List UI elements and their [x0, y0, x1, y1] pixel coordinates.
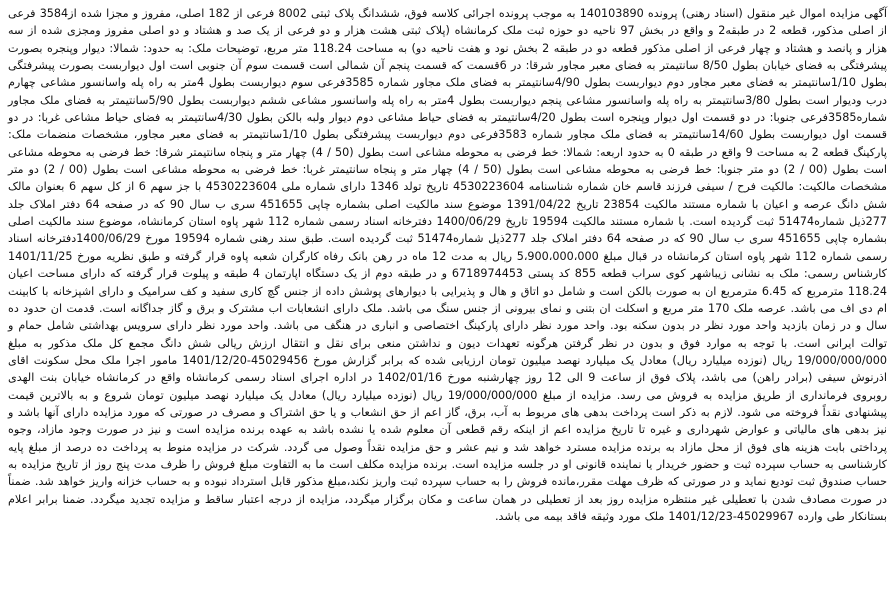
auction-notice-text: آگهی مزایده اموال غیر منقول (اسناد رهنی) پرونده 140103890 به موجب پرونده اجرائی کلاسه فوق، ششدانگ پلاک ثبتی 8002 فرعی از 182 اصلی، مفروز و مجزا شده از3584 فرعی از اصلی مذکور، قطعه 2 در طبقه2 و واقع در بخش 97 ناحیه دو حوزه ثبت ملک کرمانشاه (پلاک ثبتی هشت هزار و دو فرعی از یک صد و هشتاد و دو اصلی مفروز ومجزی شده از سه هزار و پانصد و هشتاد و چهار فرعی از اصلی مذکور قطعه دو در طبقه 2 بخش نود و هفت ناحیه دو) به مساحت 118.24 متر مربع، توضیحات ملک: به حدود: شمالا: دیوار وپنجره بصورت پیشرفتگی به فضای خیابان بطول 8/50 سانتیمتر به فضای معبر مجاور شرقا: در 6قسمت که قسمت پنجم آن شمالی است قسمت سوم آن جنوبی است اول دیواربست بصورت پیشرفتگی بطول 1/10سانتیمتر به فضای معبر مجاور دوم دیواربست بطول 4/90سانتیمتر به فضای ملک مجاور شماره 3585فرعی سوم دیواربست بطول 4متر به راه پله واسانسور مشاعی چهارم درب ودیوار است بطول 3/80سانتیمتر به راه پله واسانسور مشاعی پنجم دیواربست بطول 4متر به راه پله واسانسور مشاعی ششم دیواربست بطول 5/90سانتیمتر به فضای ملک مجاور شماره3585فرعی جنوبا: در دو قسمت اول دیوار وپنجره است بطول 4/20سانتیمتر به فضای حیاط مشاعی دوم دیوار ولبه بالکن بطول 4/30سانتیمتر به فضای حیاط مشاعی غربا: در دو قسمت اول دیواربست بطول 14/60سانتیمتر به فضای ملک مجاور شماره 3583فرعی دوم دیواربست پیشرفتگی بطول 1/10سانتیمتر به فضای معبر مجاور، مشخصات منضمات ملک: پارکینگ قطعه 2 به مساحت 9 واقع در طبقه 0 به حدود اربعه: شمالا: خط فرضی به محوطه مشاعی است بطول (50 / 4) چهار متر و پنجاه سانتیمتر شرقا: خط فرضی به محوطه مشاعی است بطول (00 / 2) دو متر جنوبا: خط فرضی به محوطه مشاعی است بطول (50 / 4) چهار متر و پنجاه سانتیمتر غربا: خط فرضی به محوطه مشاعی است بطول (00 / 2) دو متر مشخصات مالکیت: مالکیت فرح / سیفی فرزند قاسم خان شماره شناسنامه 4530223604 تاریخ تولد 1346 دارای شماره ملی 4530223604 با جز سهم 6 از کل سهم 6 بعنوان مالک شش دانگ عرصه و اعیان با شماره مستند مالکیت 23854 تاریخ 1391/04/22 موضوع سند مالکیت اصلی بشماره چاپی 451655 سری ب سال 90 که در صفحه 64 دفتر املاک جلد 277ذیل شماره51474 ثبت گردیده است. با شماره مستند مالکیت 19594 تاریخ 1400/06/29 دفترخانه اسناد رسمی شماره 112 شهر پاوه استان کرمانشاه، موضوع سند مالکیت اصلی بشماره چاپی 451655 سری ب سال 90 که در صفحه 64 دفتر املاک جلد 277ذیل شماره51474 ثبت گردیده است. طبق سند رهنی شماره 19594 مورخ 1400/06/29دفترخانه اسناد رسمی شماره 112 شهر پاوه استان کرمانشاه در قبال مبلغ 5،900،000،000 ریال به مدت 12 ماه در رهن بانک رفاه کارگران شعبه پاوه قرار گرفته و طبق نظریه مورخ 1401/11/25 کارشناس رسمی: ملک به نشانی زیباشهر کوی سراب قطعه 855 کد پستی 6718974453 و در طبقه دوم از یک دستگاه اپارتمان 4 طبقه و پیلوت قرار گرفته که دارای مساحت اعیان 118.24 مترمربع که 6.45 مترمربع ان به صورت بالکن است و شامل دو اتاق و هال و پذیرایی با دیوارهای پوشش داده از جنس گچ کاری سفید و کف سرامیک و دارای اشپزخانه با کابینت ام دی اف می باشد. عرصه ملک 170 متر مربع و اسکلت ان بتنی و نمای بیرونی از جنس سنگ می باشد. ملک دارای انشعابات اب مشترک و برق و گاز جداگانه است. قدمت ان حدود ده سال و در زمان بازدید واحد مورد نظر در بدون سکنه بود. واحد مورد نظر دارای پارکینگ اختصاصی و انباری در هنگف می باشد. واحد مورد نظر دارای سرویس بهداشتی شامل حمام و توالت ایرانی است. با توجه به موارد فوق و بدون در نظر گرفتن هرگونه تعهدات دیون و نداشتن منعی برای نقل و انتقال ارزش ریالی شش دانگ مجمع کل ملک مذکور به مبلغ 19/000/000/000 ریال (نوزده میلیارد ریال) معادل یک میلیارد نهصد میلیون تومان ارزیابی شده که برابر گزارش مورخ 45029456-1401/12/20 مامور اجرا ملک محل سکونت اقای اذرنوش سیفی (برادر راهن) می باشد، پلاک فوق از ساعت 9 الی 12 روز چهارشنبه مورخ 1402/01/16 در اداره اجرای اسناد رسمی کرمانشاه واقع در کرمانشاه خیابان بنت الهدی روبروی فرمانداری از طریق مزایده به فروش می رسد. مزایده از مبلغ 19/000/000/000 ریال (نوزده میلیارد ریال) معادل یک میلیارد نهصد میلیون تومان شروع و به بالاترین قیمت پیشنهادی نقداً فروخته می شود. لازم به ذکر است پرداخت بدهی های مربوط به آب، برق، گاز اعم از حق انشعاب و یا حق اشتراک و مصرف در صورتی که مورد مزایده دارای آنها باشد و نیز بدهی های مالیاتی و عوارض شهرداری و غیره تا تاریخ مزایده اعم از اینکه رقم قطعی آن معلوم شده یا نشده باشد به عهده برنده مزایده است و نیز در صورت وجود مازاد، وجوه پرداختی بابت هزینه های فوق از محل مازاد به برنده مزایده مسترد خواهد شد و نیم عشر و حق مزایده نقداً وصول می گردد. شرکت در مزایده منوط به پرداخت ده درصد از مبلغ پایه کارشناسی به حساب سپرده ثبت و حضور خریدار یا نماینده قانونی او در جلسه مزایده است. برنده مزایده مکلف است ما به التفاوت مبلغ فروش را ظرف مدت پنج روز از تاریخ مزایده به حساب صندوق ثبت تودیع نماید و در صورتی که ظرف مهلت مقرر،مانده فروش را به حساب سپرده ثبت واریز نکند،مبلغ مذکور قابل استرداد نبوده و به حساب خزانه واریز خواهد شد. ضمناً در صورت مصادف شدن با تعطیلی غیر منتظره مزایده روز بعد از تعطیلی در همان ساعت و مکان برگزار میگردد، مزایده از درجه اعتبار ساقط و مزایده تجدید میگردد. ضمنا برابر اعلام بستانکار طی وارده 45029967-1401/12/23 ملک مورد وثیقه فاقد بیمه می باشد. [8, 7, 888, 523]
